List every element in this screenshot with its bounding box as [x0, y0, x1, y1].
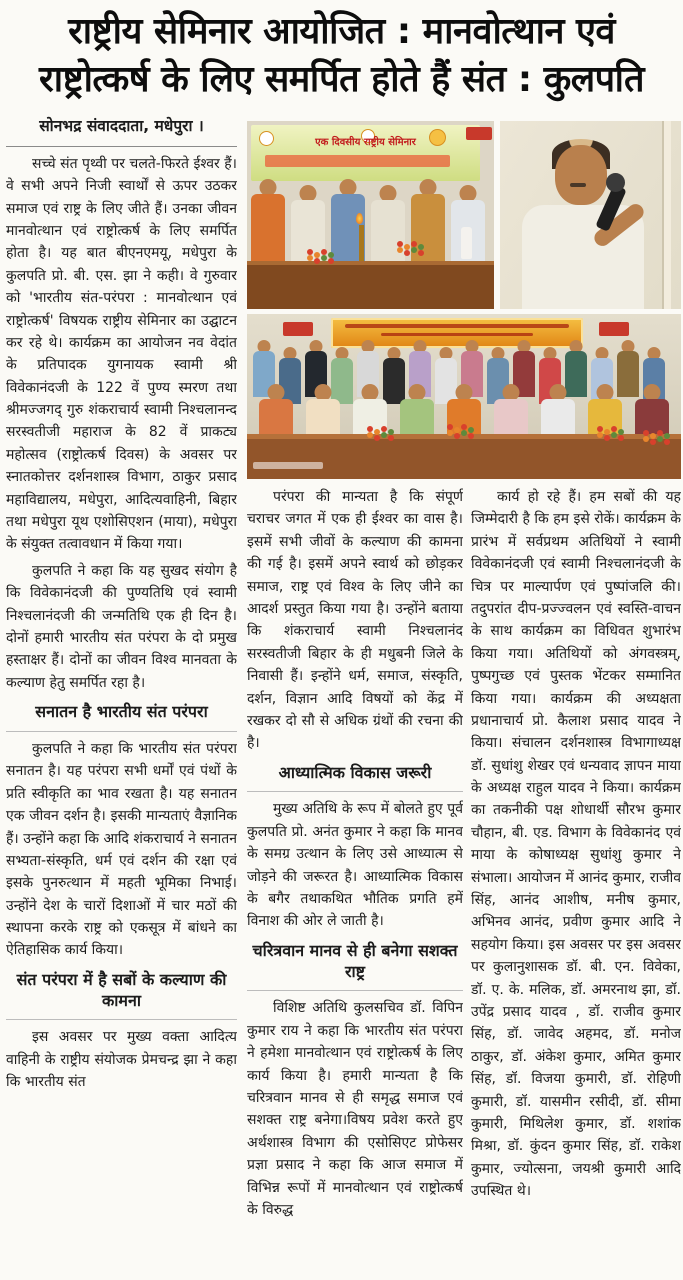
flower-icon [618, 435, 624, 441]
water-bottle [461, 227, 472, 259]
column-2 [247, 486, 463, 1278]
photo-group [247, 314, 681, 479]
wall-pipe [662, 121, 671, 309]
byline: सोनभद्र संवाददाता, मधेपुरा । [6, 112, 237, 147]
photo-speaker [500, 121, 681, 309]
table [247, 261, 494, 309]
subheading-sanatan: सनातन है भारतीय संत परंपरा [6, 702, 237, 732]
column-1 [6, 112, 237, 1274]
speaker-mustache [570, 183, 586, 187]
lamp-flame-icon [356, 213, 363, 224]
subheading-adhyatmik: आध्यात्मिक विकास जरूरी [247, 763, 463, 793]
flower-icon [611, 432, 617, 438]
column-3 [471, 486, 681, 1278]
subheading-charitravan: चरित्रवान मानव से ही बनेगा सशक्त राष्ट्र [247, 941, 463, 992]
flower-icon [447, 430, 453, 436]
body-paragraph: सच्चे संत पृथ्वी पर चलते-फिरते ईश्वर हैं। वे सभी अपने निजी स्वार्थों से ऊपर उठकर समाज एवं राष्ट्र के लिए जीते हैं। उनका जीवन मानवोत्थान एवं राष्ट्रोत्कर्ष के लिए समर्पित होता है। यह बात बीएनएमयू, मधेपुरा के कुलपति प्रो. बी. एस. झा ने कही। वे गुरुवार को 'भारतीय संत-परंपरा : मानवोत्थान एवं राष्ट्रोत्कर्ष' विषयक राष्ट्रीय सेमिनार का उद्घाटन कर रहे थे। कार्यक्रम का आयोजन नव वेदांत के प्रतिपादक युगनायक स्वामी श्री विवेकानंदजी के 122 वें पुण्य स्मरण तथा श्रीमज्जगद् गुरु शंकराचार्य स्वामी निश्चलानन्द सरस्वतीजी महाराज के 82 वें प्राकट्य महोत्सव (राष्ट्रोत्कर्ष दिवस) के अवसर पर स्नातकोत्तर दर्शनशास्त्र विभाग, ठाकुर प्रसाद महाविद्यालय, मधेपुरा, आदित्यवाहिनी, बिहार तथा मधेपुरा यूथ एशोसिएशन (माया), मधेपुरा के संयुक्त तत्वावधान में किया गया। [6, 155, 237, 553]
flower-icon [321, 255, 327, 261]
body-paragraph: कुलपति ने कहा कि यह सुखद संयोग है कि विवेकानंदजी की पुण्यतिथि एवं स्वामी निश्चलानंदजी की जन्मतिथि एक ही दिन है। दोनों हमारी भारतीय संत परंपरा के दो प्रमुख हस्ताक्षर हैं। दोनों का जीवन विश्व मानवता के कल्याण हेतु समर्पित रहा है। [6, 562, 237, 691]
body-paragraph: मुख्य अतिथि के रूप में बोलते हुए पूर्व कुलपति प्रो. अनंत कुमार ने कहा कि मानव के समग्र उत्थान के लिए उसे आध्यात्म से जोड़ने की जरूरत है। आध्यात्मिक विकास के बगैर तथाकथित भौतिक प्रगति हमें विनाश की ओर ले जाती है। [247, 801, 463, 930]
flower-icon [468, 433, 474, 439]
flower-icon [664, 439, 670, 445]
person-figure [251, 179, 285, 274]
flower-icon [418, 250, 424, 256]
person-figure [411, 179, 445, 274]
side-sign [599, 322, 629, 336]
body-paragraph: कार्य हो रहे हैं। हम सबों की यह जिम्मेदारी है कि हम इसे रोकें। कार्यक्रम के प्रारंभ में सर्वप्रथम अतिथियों ने स्वामी विवेकानंदजी एवं स्वामी निश्चलानंदजी के चित्र पर माल्यार्पण एवं पुष्पांजलि की। तदुपरांत दीप-प्रज्ज्वलन एवं स्वस्ति-वाचन के साथ कार्यक्रम का विधिवत शुभारंभ किया गया। अतिथियों को अंगवस्त्रम्, पुष्पगुच्छ एवं पुस्तक भेंटकर सम्मानित किया गया। कार्यक्रम की अध्यक्षता प्रधानाचार्य प्रो. कैलाश प्रसाद यादव ने किया। संचालन दर्शनशास्त्र विभागाध्यक्ष डॉ. सुधांशु शेखर एवं धन्यवाद ज्ञापन माया के अध्यक्ष राहुल यादव ने किया। कार्यक्रम का तकनीकी पक्ष शोधार्थी सौरभ कुमार चौहान, बी. एड. विभाग के विवेकानंद एवं माया के कोषाध्यक्ष सुधांशु कुमार ने संभाला। आयोजन में आनंद कुमार, राजीव सिंह, आनंद आशीष, मनीष कुमार, अभिनव आनंद, प्रवीण कुमार आदि ने सहयोग किया। इस अवसर पर इस अवसर पर कुलानुशासक डॉ. बी. एन. विवेका, डॉ. ए. के. मलिक, डॉ. अमरनाथ झा, डॉ. उपेंद्र प्रसाद यादव , डॉ. राजीव कुमार सिंह, डॉ. जावेद अहमद, डॉ. मनोज ठाकुर, डॉ. अंकेश कुमार, अमित कुमार सिंह, डॉ. विजया कुमारी, डॉ. रोहिणी कुमारी, डॉ. यासमीन रसीदी, डॉ. सीमा कुमारी, मिथिलेश कुमार, डॉ. शशांक मिश्रा, डॉ. कुंदन कुमार सिंह, डॉ. राकेश कुमार, ज्योत्सना, जयश्री कुमारी आदि उपस्थित थे। [471, 489, 681, 1200]
flower-icon [404, 250, 410, 256]
subheading-kalyan: संत परंपरा में है सबों के कल्याण की कामना [6, 970, 237, 1021]
banner-subline [265, 155, 450, 167]
speaker-face [555, 145, 607, 205]
photo-lamp-lighting [247, 121, 494, 309]
body-paragraph: विशिष्ट अतिथि कुलसचिव डॉ. विपिन कुमार राय ने कहा कि भारतीय संत परंपरा ने हमेशा मानवोत्थान एवं राष्ट्रोत्कर्ष के लिए कार्य किया है। हमारी मान्यता है कि चरित्रवान मानव से ही समृद्ध समाज एवं सशक्त राष्ट्र बनेगा।विषय प्रवेश करते हुए अर्थशास्त्र विभाग की एसोसिएट प्रोफेसर प्रज्ञा प्रसाद ने कहा कि आज समाज में विभिन्न रूपों में मानवोत्थान एवं राष्ट्रोत्कर्ष के विरुद्ध [247, 1000, 463, 1218]
flower-icon [604, 435, 610, 441]
long-table [247, 434, 681, 479]
flower-icon [314, 258, 320, 264]
seminar-banner [251, 125, 480, 181]
flower-icon [643, 436, 649, 442]
photo-label-tag [466, 127, 492, 140]
body-paragraph: परंपरा की मान्यता है कि संपूर्ण चराचर जगत में एक ही ईश्वर का वास है। इसमें सभी जीवों के कल्याण की कामना की गई है। इसमें अपने स्वार्थ को छोड़कर समाज, राष्ट्र एवं विश्व के लिए जीने का आदर्श प्रस्तुत किया गया है। उन्होंने बताया कि शंकराचार्य स्वामी निश्चलानंद सरस्वतीजी बिहार के ही मधुबनी जिले के निवासी हैं। इन्होंने धर्म, समाज, संस्कृति, दर्शन, विज्ञान आदि विषयों को केंद्र में रखकर दो सौ से अधिक ग्रंथों की रचना की है। [247, 489, 463, 752]
flower-icon [650, 439, 656, 445]
headline-line2: राष्ट्रोत्कर्ष के लिए समर्पित होते हैं संत : कुलपति [39, 58, 644, 100]
body-paragraph: कुलपति ने कहा कि भारतीय संत परंपरा सनातन है। यह परंपरा सभी धर्मों एवं पंथों के प्रति स्वीकृति का भाव रखता है। यह सनातन एक जीवन दर्शन है। इसकी मान्यताएं वैज्ञानिक हैं। उन्होंने कहा कि आदि शंकराचार्य ने सनातन सभ्यता-संस्कृति, धर्म एवं दर्शन की रक्षा एवं इसके पुनरुत्थान में महती भूमिका निभाई। उन्होंने देश के चारों दिशाओं में चार मठों की स्थापना करके राष्ट्र को एकसूत्र में बांधने का ऐतिहासिक कार्य किया। [6, 740, 237, 959]
flower-icon [388, 435, 394, 441]
headline-line1: राष्ट्रीय सेमिनार आयोजित : मानवोत्थान एवं [68, 11, 615, 52]
flower-icon [454, 433, 460, 439]
photo-watermark [253, 462, 323, 469]
flower-icon [381, 432, 387, 438]
flower-icon [397, 247, 403, 253]
body-paragraph: इस अवसर पर मुख्य वक्ता आदित्य वाहिनी के राष्ट्रीय संयोजक प्रेमचन्द्र झा ने कहा कि भारतीय संत [6, 1029, 237, 1091]
side-sign [283, 322, 313, 336]
flower-icon [367, 432, 373, 438]
flower-icon [411, 247, 417, 253]
flower-icon [657, 436, 663, 442]
flower-icon [307, 255, 313, 261]
flower-icon [374, 435, 380, 441]
headline [0, 8, 683, 103]
flower-icon [328, 258, 334, 264]
microphone-head [606, 173, 625, 192]
seminar-banner-text: एक दिवसीय राष्ट्रीय सेमिनार [315, 137, 416, 148]
flower-icon [597, 432, 603, 438]
flower-icon [461, 430, 467, 436]
